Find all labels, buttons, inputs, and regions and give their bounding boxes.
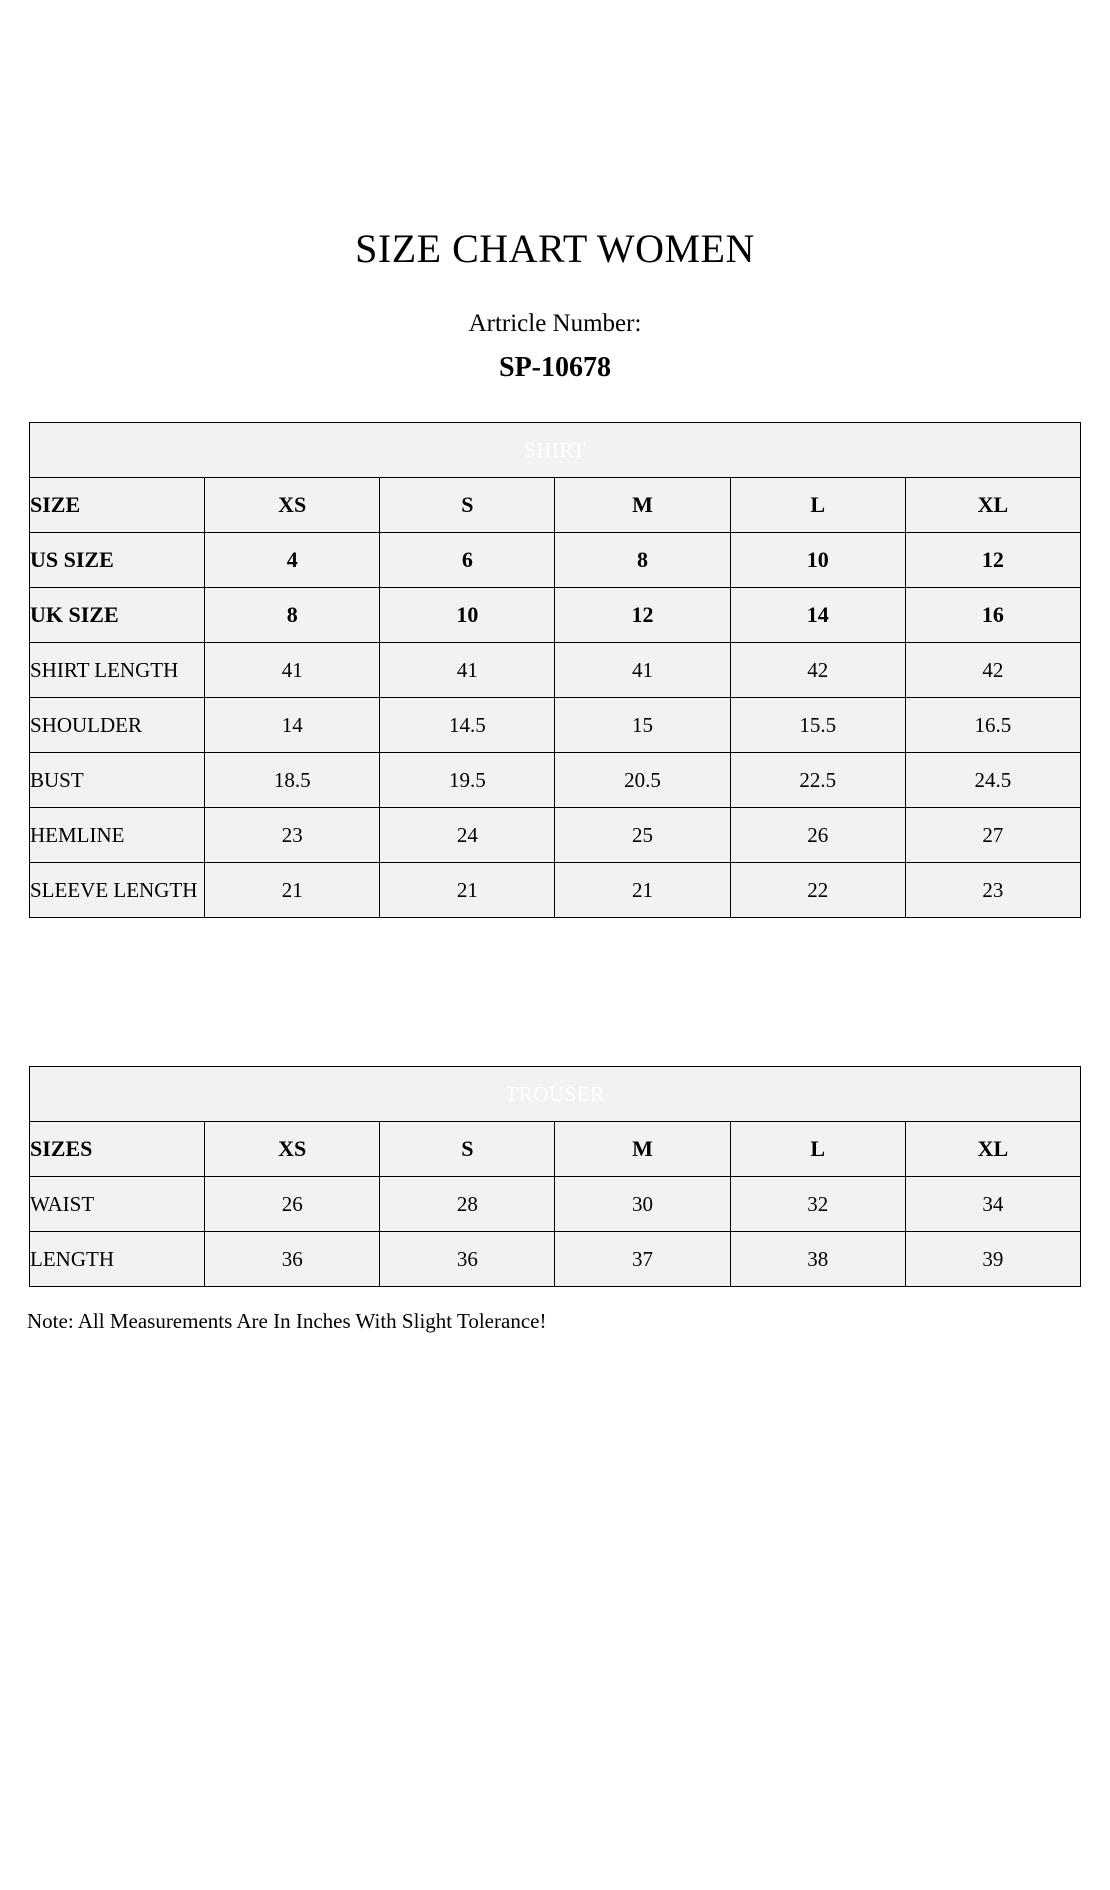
table-cell: 26 xyxy=(205,1177,380,1232)
table-cell: XL xyxy=(905,1122,1080,1177)
row-label: SLEEVE LENGTH xyxy=(30,863,205,918)
table-cell: 28 xyxy=(380,1177,555,1232)
trouser-table-body xyxy=(30,1067,1081,1287)
table-cell: M xyxy=(555,478,730,533)
table-cell: 10 xyxy=(380,588,555,643)
table-row xyxy=(30,863,1081,918)
table-cell: 23 xyxy=(205,808,380,863)
table-row xyxy=(30,533,1081,588)
table-cell: 30 xyxy=(555,1177,730,1232)
table-cell: 10 xyxy=(730,533,905,588)
row-label: HEMLINE xyxy=(30,808,205,863)
table-cell: 42 xyxy=(730,643,905,698)
table-cell: 38 xyxy=(730,1232,905,1287)
table-row xyxy=(30,698,1081,753)
table-row xyxy=(30,1177,1081,1232)
table-row xyxy=(30,478,1081,533)
table-cell: 15.5 xyxy=(730,698,905,753)
table-cell: 21 xyxy=(205,863,380,918)
article-number: SP-10678 xyxy=(499,352,611,383)
row-label: SIZE xyxy=(30,478,205,533)
table-cell: 18.5 xyxy=(205,753,380,808)
table-cell: 20.5 xyxy=(555,753,730,808)
table-cell: 15 xyxy=(555,698,730,753)
table-cell: S xyxy=(380,1122,555,1177)
table-cell: 6 xyxy=(380,533,555,588)
trouser-banner-row xyxy=(30,1067,1081,1122)
trouser-banner-label: TROUSER xyxy=(30,1067,1081,1122)
table-cell: XL xyxy=(905,478,1080,533)
shirt-banner-row xyxy=(30,423,1081,478)
table-cell: 41 xyxy=(380,643,555,698)
table-row xyxy=(30,588,1081,643)
table-cell: 8 xyxy=(205,588,380,643)
table-row xyxy=(30,808,1081,863)
table-cell: 14.5 xyxy=(380,698,555,753)
row-label: SHIRT LENGTH xyxy=(30,643,205,698)
table-cell: XS xyxy=(205,1122,380,1177)
table-cell: S xyxy=(380,478,555,533)
row-label: BUST xyxy=(30,753,205,808)
table-cell: 22.5 xyxy=(730,753,905,808)
table-row xyxy=(30,643,1081,698)
table-row xyxy=(30,1232,1081,1287)
table-cell: M xyxy=(555,1122,730,1177)
table-cell: 32 xyxy=(730,1177,905,1232)
table-cell: 41 xyxy=(555,643,730,698)
table-cell: 14 xyxy=(205,698,380,753)
table-cell: 16.5 xyxy=(905,698,1080,753)
table-cell: L xyxy=(730,478,905,533)
table-cell: 36 xyxy=(380,1232,555,1287)
shirt-size-table xyxy=(29,422,1081,918)
table-cell: 22 xyxy=(730,863,905,918)
table-cell: 27 xyxy=(905,808,1080,863)
table-cell: 4 xyxy=(205,533,380,588)
table-cell: XS xyxy=(205,478,380,533)
table-cell: 21 xyxy=(380,863,555,918)
table-cell: 12 xyxy=(555,588,730,643)
article-label: Artricle Number: xyxy=(468,310,642,337)
table-row xyxy=(30,753,1081,808)
table-cell: 24 xyxy=(380,808,555,863)
table-cell: 24.5 xyxy=(905,753,1080,808)
table-cell: 37 xyxy=(555,1232,730,1287)
row-label: UK SIZE xyxy=(30,588,205,643)
table-cell: 19.5 xyxy=(380,753,555,808)
table-gap xyxy=(25,918,1085,1066)
row-label: SHOULDER xyxy=(30,698,205,753)
table-cell: L xyxy=(730,1122,905,1177)
trouser-size-table xyxy=(29,1066,1081,1287)
measurement-note: Note: All Measurements Are In Inches With Slight Tolerance! xyxy=(27,1309,547,1333)
row-label: US SIZE xyxy=(30,533,205,588)
table-cell: 16 xyxy=(905,588,1080,643)
table-cell: 41 xyxy=(205,643,380,698)
table-cell: 14 xyxy=(730,588,905,643)
table-cell: 23 xyxy=(905,863,1080,918)
table-cell: 26 xyxy=(730,808,905,863)
table-cell: 39 xyxy=(905,1232,1080,1287)
row-label: WAIST xyxy=(30,1177,205,1232)
row-label: LENGTH xyxy=(30,1232,205,1287)
page-title: SIZE CHART WOMEN xyxy=(355,226,755,271)
table-row xyxy=(30,1122,1081,1177)
shirt-table-body xyxy=(30,423,1081,918)
table-cell: 34 xyxy=(905,1177,1080,1232)
row-label: SIZES xyxy=(30,1122,205,1177)
table-cell: 25 xyxy=(555,808,730,863)
table-cell: 21 xyxy=(555,863,730,918)
table-cell: 36 xyxy=(205,1232,380,1287)
shirt-banner-label: SHIRT xyxy=(30,423,1081,478)
size-chart-page xyxy=(0,225,1110,1890)
table-cell: 8 xyxy=(555,533,730,588)
table-cell: 12 xyxy=(905,533,1080,588)
table-cell: 42 xyxy=(905,643,1080,698)
